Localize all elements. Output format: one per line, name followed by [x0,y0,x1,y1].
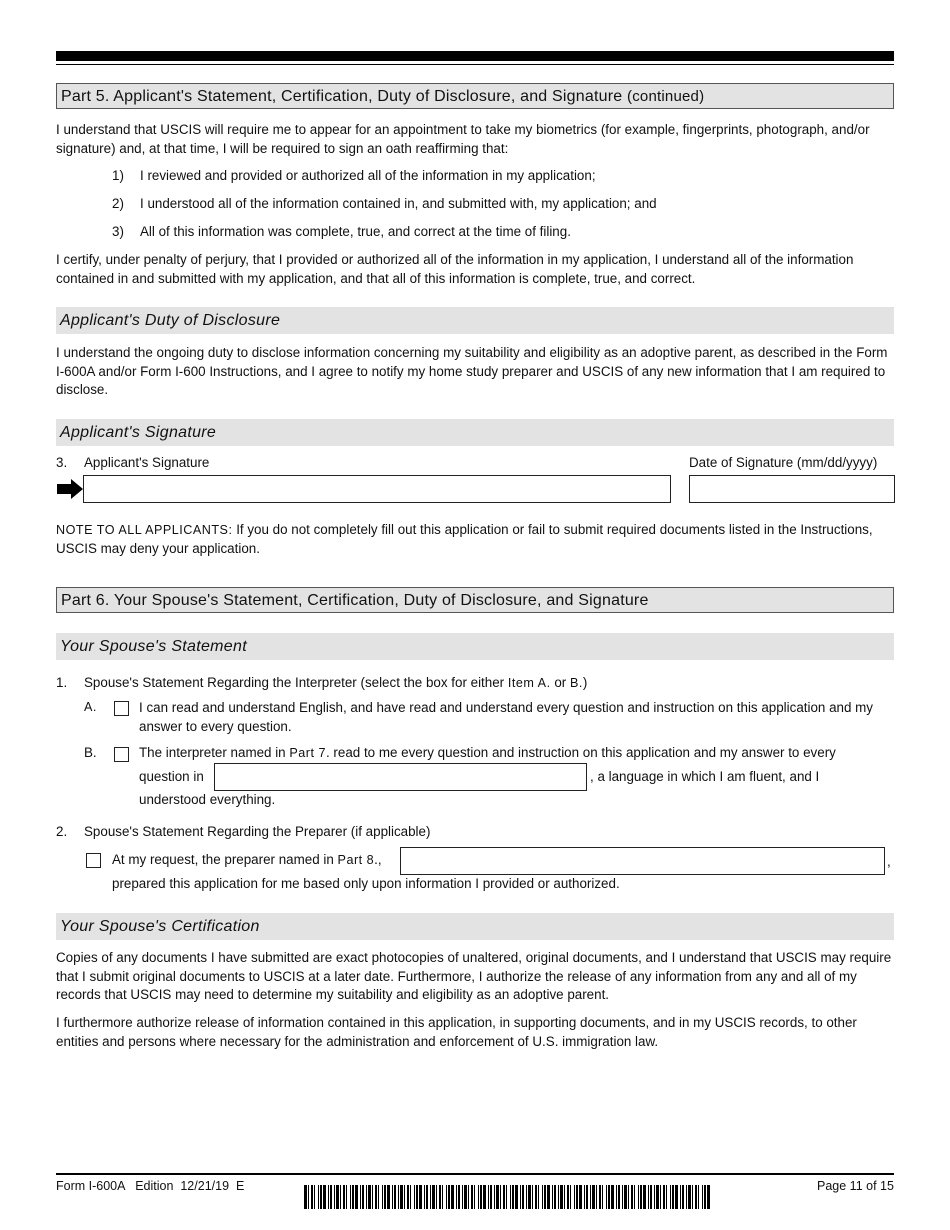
item-1-text-c: ) [582,675,588,690]
top-rule-thin [56,64,894,65]
item-2-text: Spouse's Statement Regarding the Preparer (if applicable) [84,824,431,839]
oath-item-text: All of this information was complete, true, and correct at the time of filing. [140,224,571,239]
date-of-signature-label: Date of Signature (mm/dd/yyyy) [689,455,878,470]
preparer-comma: , [887,854,891,869]
arrow-right-icon [57,479,83,499]
item-3-number: 3. [56,455,68,470]
preparer-text-c: prepared this application for me based only upon information I provided or authorized. [112,876,620,891]
part5-header-title: Part 5. Applicant's Statement, Certification, Duty of Disclosure, and Signature [61,88,623,105]
preparer-text-a: At my request, the preparer named in [112,852,334,867]
oath-item-text: I understood all of the information contained in, and submitted with, my application; and [140,196,657,211]
oath-item-num: 1) [112,168,124,183]
spouse-statement-heading: Your Spouse's Statement [56,633,894,660]
applicant-signature-label: Applicant's Signature [84,455,210,470]
certify-paragraph: I certify, under penalty of perjury, that I provided or authorized all of the information in my application, I understand all of the information contained in and submitted with my application, and that all of this information is complete, true, and correct. [56,252,854,286]
option-b-question-in: question in [139,769,204,784]
option-b-part-ref: Part 7 [289,746,326,760]
option-a-text: I can read and understand English, and have read and understand every question and instruction on this application and my answer to every question. [139,700,874,734]
footer-page-number: Page 11 of 15 [817,1179,894,1193]
oath-item-text: I reviewed and provided or authorized all of the information in my application; [140,168,596,183]
barcode-icon [304,1185,714,1209]
item-1-number: 1. [56,675,68,690]
item-2-number: 2. [56,824,68,839]
note-label: NOTE TO ALL APPLICANTS: [56,523,233,537]
option-b-text-a: The interpreter named in [139,745,286,760]
spouse-certification-heading: Your Spouse's Certification [56,913,894,940]
option-a-checkbox[interactable] [114,701,129,716]
option-b-text-b: . read to me every question and instruction on this application and my answer to every [325,745,836,760]
biometrics-paragraph: I understand that USCIS will require me to appear for an appointment to take my biometrics (for example, fingerprints, photograph, and/or signature) and, at that time, I will be required to sign an oath reaffirming that: [56,122,870,156]
date-of-signature-field[interactable] [689,475,895,503]
oath-item-num: 3) [112,224,124,239]
preparer-part-ref: Part 8 [337,853,375,867]
preparer-checkbox[interactable] [86,853,101,868]
spouse-certification-paragraph-2: I furthermore authorize release of information contained in this application, in supporting documents, and in my USCIS records, to other entities and persons where necessary for the administration and enforcement of U.S. immigration law. [56,1015,857,1049]
interpreter-language-field[interactable] [214,763,587,791]
item-1-text [84,674,587,693]
part5-header-suffix: (continued) [627,88,705,105]
option-b-checkbox[interactable] [114,747,129,762]
footer-rule [56,1173,894,1175]
preparer-text-b: ., [374,852,382,867]
top-rule-thick [56,51,894,61]
item-1-text-a: Spouse's Statement Regarding the Interpreter (select the box for either [84,675,505,690]
preparer-line-1 [112,851,382,870]
option-a-letter: A. [84,700,97,714]
spouse-certification-paragraph-1: Copies of any documents I have submitted are exact photocopies of unaltered, original documents, and I understand that USCIS may require that I submit original documents to USCIS at a later date. Furthermore, I authorize the release of any information from any and all of my records that USCIS may need to determine my suitability and eligibility as an adoptive parent. [56,950,892,1002]
note-to-applicants [56,521,894,558]
footer-form-id: Form I-600A Edition 12/21/19 E [56,1179,245,1193]
duty-disclosure-paragraph: I understand the ongoing duty to disclose information concerning my suitability and eligibility as an adoptive parent, as described in the Form I-600A and/or Form I-600 Instructions, and I agree to notify my home study preparer and USCIS of any new information that I am required to disclose. [56,345,888,397]
duty-disclosure-heading: Applicant's Duty of Disclosure [56,307,894,334]
note-text: If you do not completely fill out this application or fail to submit required documents listed in the Instructions, USCIS may deny your application. [56,522,873,556]
part6-header: Part 6. Your Spouse's Statement, Certification, Duty of Disclosure, and Signature [56,587,894,613]
preparer-name-field[interactable] [400,847,885,875]
option-b-line-1 [139,744,836,763]
oath-item-num: 2) [112,196,124,211]
applicant-signature-heading: Applicant's Signature [56,419,894,446]
item-1-ref-b: B. [569,676,583,690]
item-1-text-b: or [554,675,567,690]
option-b-letter: B. [84,745,97,760]
option-b-understood-text: understood everything. [139,792,276,807]
applicant-signature-field[interactable] [83,475,671,503]
item-1-ref-a: Item A. [507,676,551,690]
part5-header [56,83,894,109]
option-b-fluent-text: , a language in which I am fluent, and I [590,769,820,784]
